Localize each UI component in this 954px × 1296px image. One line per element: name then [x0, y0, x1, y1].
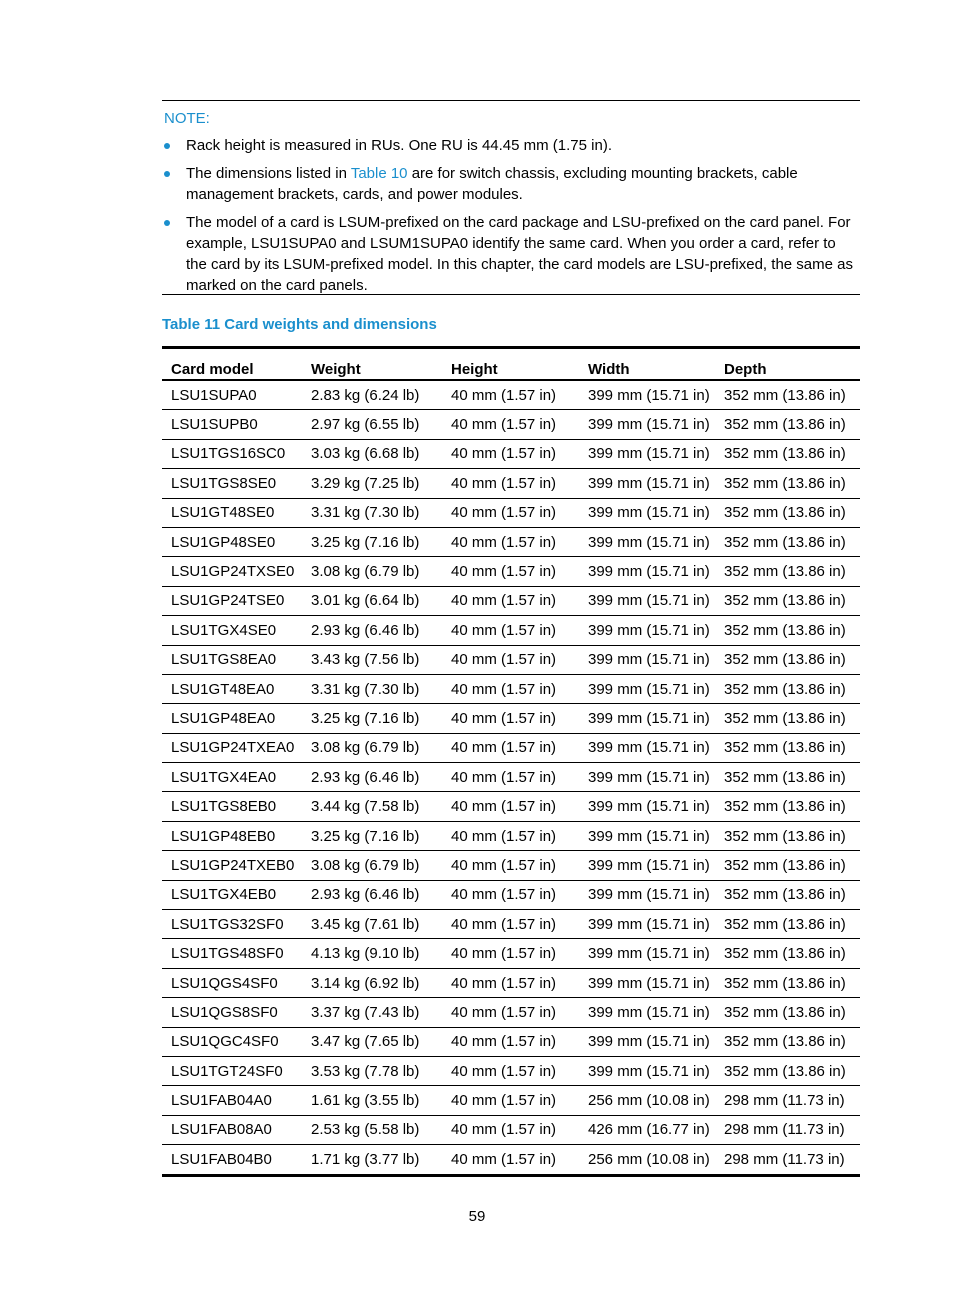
bullet-icon	[164, 220, 170, 226]
table-row	[162, 1115, 860, 1144]
table-cell: LSU1FAB08A0	[162, 1115, 302, 1144]
card-table	[162, 349, 860, 1174]
table-cell: LSU1TGX4SE0	[162, 616, 302, 645]
table-cell: 352 mm (13.86 in)	[715, 469, 860, 498]
table-cell: 352 mm (13.86 in)	[715, 763, 860, 792]
table-cell: LSU1QGS8SF0	[162, 998, 302, 1027]
table-cell: 2.93 kg (6.46 lb)	[302, 763, 442, 792]
table-cell: LSU1GP24TXEA0	[162, 733, 302, 762]
table-cell: 40 mm (1.57 in)	[442, 469, 579, 498]
table-cell: 352 mm (13.86 in)	[715, 880, 860, 909]
table-row	[162, 380, 860, 410]
note-box	[162, 100, 860, 295]
table-cell: 399 mm (15.71 in)	[579, 498, 715, 527]
table-cell: 352 mm (13.86 in)	[715, 998, 860, 1027]
table-cell: 399 mm (15.71 in)	[579, 527, 715, 556]
table-cell: LSU1TGS48SF0	[162, 939, 302, 968]
table-row	[162, 998, 860, 1027]
note-text: The model of a card is LSUM-prefixed on the card package and LSU-prefixed on the card panel. For example, LSU1SUPA0 and LSUM1SUPA0 identify the same card. When you order a card, refer to the card by its LSUM-prefixed model. In this chapter, the card models are LSU-prefixed, the same as marked on the card panels.	[186, 214, 853, 294]
note-text: are for switch chassis, excluding mounting brackets, cable management brackets, cards, and power modules.	[186, 165, 798, 203]
table-cell: 352 mm (13.86 in)	[724, 386, 846, 404]
table-cell: LSU1GP48EA0	[162, 704, 302, 733]
table-cell: 399 mm (15.71 in)	[579, 821, 715, 850]
table-cell: 399 mm (15.71 in)	[579, 998, 715, 1027]
table-cell: 3.25 kg (7.16 lb)	[302, 704, 442, 733]
table-cell: 399 mm (15.71 in)	[579, 1056, 715, 1085]
note-title: NOTE:	[164, 110, 210, 127]
table-cell: LSU1TGS8EA0	[162, 645, 302, 674]
table-cell: 40 mm (1.57 in)	[442, 645, 579, 674]
table-row	[162, 851, 860, 880]
table-row	[162, 586, 860, 615]
table-cell: 399 mm (15.71 in)	[579, 763, 715, 792]
table-row	[162, 498, 860, 527]
table-cell: 3.08 kg (6.79 lb)	[302, 851, 442, 880]
table-cell: 399 mm (15.71 in)	[579, 851, 715, 880]
table-cell: LSU1GT48EA0	[162, 674, 302, 703]
table-cell: 40 mm (1.57 in)	[442, 410, 579, 439]
table-cell: LSU1GP48EB0	[162, 821, 302, 850]
table-cell: 298 mm (11.73 in)	[715, 1145, 860, 1174]
table-cell: 352 mm (13.86 in)	[715, 439, 860, 468]
table-row	[162, 645, 860, 674]
table-row	[162, 1145, 860, 1174]
table-cell: 3.08 kg (6.79 lb)	[302, 557, 442, 586]
table-cell: 399 mm (15.71 in)	[579, 880, 715, 909]
table-cell: 40 mm (1.57 in)	[442, 704, 579, 733]
table-cell: 352 mm (13.86 in)	[715, 1056, 860, 1085]
table-row	[162, 1027, 860, 1056]
table-row	[162, 674, 860, 703]
table-cell: 352 mm (13.86 in)	[715, 968, 860, 997]
table-cell: LSU1GP24TXEB0	[162, 851, 302, 880]
table-cell: 352 mm (13.86 in)	[715, 410, 860, 439]
column-header: Width	[579, 349, 715, 380]
table-cell: LSU1TGX4EA0	[162, 763, 302, 792]
table-cell: 352 mm (13.86 in)	[715, 939, 860, 968]
table-cell: 3.43 kg (7.56 lb)	[302, 645, 442, 674]
table-cell: 40 mm (1.57 in)	[442, 498, 579, 527]
table-row	[162, 763, 860, 792]
table-10-link[interactable]: Table 10	[350, 165, 408, 182]
table-row	[162, 439, 860, 468]
table-cell: 3.14 kg (6.92 lb)	[302, 968, 442, 997]
table-cell: 352 mm (13.86 in)	[715, 616, 860, 645]
table-row	[162, 469, 860, 498]
table-cell: LSU1SUPB0	[162, 410, 302, 439]
table-cell: 2.97 kg (6.55 lb)	[302, 410, 442, 439]
table-cell: 399 mm (15.71 in)	[579, 586, 715, 615]
table-cell: LSU1TGS8SE0	[162, 469, 302, 498]
table-cell: 2.93 kg (6.46 lb)	[302, 880, 442, 909]
table-cell: 40 mm (1.57 in)	[442, 527, 579, 556]
table-cell: 399 mm (15.71 in)	[579, 439, 715, 468]
table-cell: 256 mm (10.08 in)	[579, 1145, 715, 1174]
table-cell: 40 mm (1.57 in)	[442, 792, 579, 821]
table-row	[162, 616, 860, 645]
table-row	[162, 410, 860, 439]
table-row	[162, 968, 860, 997]
table-cell: 399 mm (15.71 in)	[579, 704, 715, 733]
table-cell: 256 mm (10.08 in)	[579, 1086, 715, 1115]
table-cell: LSU1QGS4SF0	[162, 968, 302, 997]
table-row	[162, 910, 860, 939]
table-cell: 352 mm (13.86 in)	[715, 733, 860, 762]
table-cell: 426 mm (16.77 in)	[579, 1115, 715, 1144]
table-cell: 2.53 kg (5.58 lb)	[302, 1115, 442, 1144]
table-cell: 40 mm (1.57 in)	[442, 821, 579, 850]
table-row	[162, 527, 860, 556]
table-cell: LSU1TGT24SF0	[162, 1056, 302, 1085]
table-header-row	[162, 349, 860, 380]
table-cell: LSU1GP24TXSE0	[162, 557, 302, 586]
table-cell: 3.25 kg (7.16 lb)	[302, 821, 442, 850]
table-cell: 40 mm (1.57 in)	[442, 733, 579, 762]
table-cell: 2.93 kg (6.46 lb)	[302, 616, 442, 645]
table-cell: 3.45 kg (7.61 lb)	[302, 910, 442, 939]
table-cell: 3.47 kg (7.65 lb)	[302, 1027, 442, 1056]
table-row	[162, 792, 860, 821]
table-row	[162, 1056, 860, 1085]
table-cell: 40 mm (1.57 in)	[442, 880, 579, 909]
table-cell: 40 mm (1.57 in)	[442, 939, 579, 968]
column-header: Card model	[162, 349, 302, 380]
note-list	[162, 135, 860, 303]
table-cell: 399 mm (15.71 in)	[579, 1027, 715, 1056]
table-cell: 40 mm (1.57 in)	[442, 616, 579, 645]
table-cell: 3.03 kg (6.68 lb)	[302, 439, 442, 468]
table-cell: 352 mm (13.86 in)	[715, 1027, 860, 1056]
table-cell: 40 mm (1.57 in)	[442, 674, 579, 703]
card-table-container	[162, 346, 860, 1177]
table-cell: 3.01 kg (6.64 lb)	[302, 586, 442, 615]
table-cell: 298 mm (11.73 in)	[715, 1115, 860, 1144]
column-header: Weight	[302, 349, 442, 380]
table-cell: 40 mm (1.57 in)	[442, 968, 579, 997]
table-cell: 352 mm (13.86 in)	[715, 557, 860, 586]
table-cell: 399 mm (15.71 in)	[579, 616, 715, 645]
table-cell: 399 mm (15.71 in)	[579, 733, 715, 762]
table-cell: LSU1GT48SE0	[162, 498, 302, 527]
table-cell: 40 mm (1.57 in)	[442, 1145, 579, 1174]
table-cell: LSU1SUPA0	[171, 386, 257, 404]
table-cell: 399 mm (15.71 in)	[579, 557, 715, 586]
table-cell: 40 mm (1.57 in)	[451, 386, 557, 404]
table-cell: 40 mm (1.57 in)	[442, 1027, 579, 1056]
table-row	[162, 557, 860, 586]
table-row	[162, 733, 860, 762]
table-row	[162, 939, 860, 968]
table-cell: 352 mm (13.86 in)	[715, 645, 860, 674]
table-cell: 3.25 kg (7.16 lb)	[302, 527, 442, 556]
table-cell: 352 mm (13.86 in)	[715, 586, 860, 615]
table-cell: LSU1TGS8EB0	[162, 792, 302, 821]
table-body	[162, 380, 860, 1174]
table-cell: 40 mm (1.57 in)	[442, 586, 579, 615]
table-cell: LSU1GP48SE0	[162, 527, 302, 556]
table-cell: 352 mm (13.86 in)	[715, 704, 860, 733]
table-cell: LSU1TGS32SF0	[162, 910, 302, 939]
table-cell: 40 mm (1.57 in)	[442, 439, 579, 468]
table-cell: 298 mm (11.73 in)	[715, 1086, 860, 1115]
table-cell: 352 mm (13.86 in)	[715, 674, 860, 703]
table-cell: 399 mm (15.71 in)	[579, 792, 715, 821]
table-cell: LSU1QGC4SF0	[162, 1027, 302, 1056]
table-cell: 40 mm (1.57 in)	[442, 763, 579, 792]
note-text: The dimensions listed in	[186, 165, 351, 182]
table-cell: LSU1TGX4EB0	[162, 880, 302, 909]
column-header: Height	[442, 349, 579, 380]
note-item	[162, 135, 860, 156]
bullet-icon	[164, 171, 170, 177]
table-cell: 352 mm (13.86 in)	[715, 792, 860, 821]
table-cell: 40 mm (1.57 in)	[442, 1056, 579, 1085]
table-cell: 399 mm (15.71 in)	[588, 386, 710, 404]
table-cell: 40 mm (1.57 in)	[442, 998, 579, 1027]
bullet-icon	[164, 143, 170, 149]
column-header: Depth	[715, 349, 860, 380]
table-cell: 399 mm (15.71 in)	[579, 469, 715, 498]
page-number: 59	[468, 1208, 486, 1225]
table-row	[162, 704, 860, 733]
table-row	[162, 880, 860, 909]
table-cell: LSU1GP24TSE0	[162, 586, 302, 615]
table-cell: 4.13 kg (9.10 lb)	[302, 939, 442, 968]
table-cell: LSU1FAB04B0	[162, 1145, 302, 1174]
table-cell: 352 mm (13.86 in)	[715, 910, 860, 939]
table-cell: 399 mm (15.71 in)	[579, 939, 715, 968]
table-cell: 40 mm (1.57 in)	[442, 851, 579, 880]
table-cell: 352 mm (13.86 in)	[715, 527, 860, 556]
table-cell: 399 mm (15.71 in)	[579, 968, 715, 997]
table-cell: 3.08 kg (6.79 lb)	[302, 733, 442, 762]
table-cell: 3.37 kg (7.43 lb)	[302, 998, 442, 1027]
table-cell: 40 mm (1.57 in)	[442, 1086, 579, 1115]
note-item	[162, 212, 860, 296]
table-cell: 352 mm (13.86 in)	[715, 821, 860, 850]
table-row	[162, 1086, 860, 1115]
table-cell: 40 mm (1.57 in)	[442, 910, 579, 939]
table-row	[162, 821, 860, 850]
table-cell: 352 mm (13.86 in)	[715, 851, 860, 880]
note-item	[162, 163, 860, 205]
table-cell: LSU1FAB04A0	[162, 1086, 302, 1115]
table-cell: 40 mm (1.57 in)	[442, 557, 579, 586]
table-cell: 399 mm (15.71 in)	[579, 674, 715, 703]
table-cell: 3.29 kg (7.25 lb)	[302, 469, 442, 498]
table-cell: 3.31 kg (7.30 lb)	[302, 674, 442, 703]
table-cell: LSU1TGS16SC0	[162, 439, 302, 468]
table-cell: 40 mm (1.57 in)	[442, 1115, 579, 1144]
table-cell: 399 mm (15.71 in)	[579, 910, 715, 939]
table-cell: 352 mm (13.86 in)	[715, 498, 860, 527]
table-cell: 1.61 kg (3.55 lb)	[302, 1086, 442, 1115]
table-cell: 3.31 kg (7.30 lb)	[302, 498, 442, 527]
table-cell: 399 mm (15.71 in)	[579, 645, 715, 674]
table-cell: 3.44 kg (7.58 lb)	[302, 792, 442, 821]
table-cell: 2.83 kg (6.24 lb)	[311, 386, 420, 404]
table-cell: 3.53 kg (7.78 lb)	[302, 1056, 442, 1085]
table-cell: 1.71 kg (3.77 lb)	[302, 1145, 442, 1174]
table-caption: Table 11 Card weights and dimensions	[162, 316, 437, 333]
table-cell: 399 mm (15.71 in)	[579, 410, 715, 439]
note-text: Rack height is measured in RUs. One RU is 44.45 mm (1.75 in).	[186, 137, 612, 154]
